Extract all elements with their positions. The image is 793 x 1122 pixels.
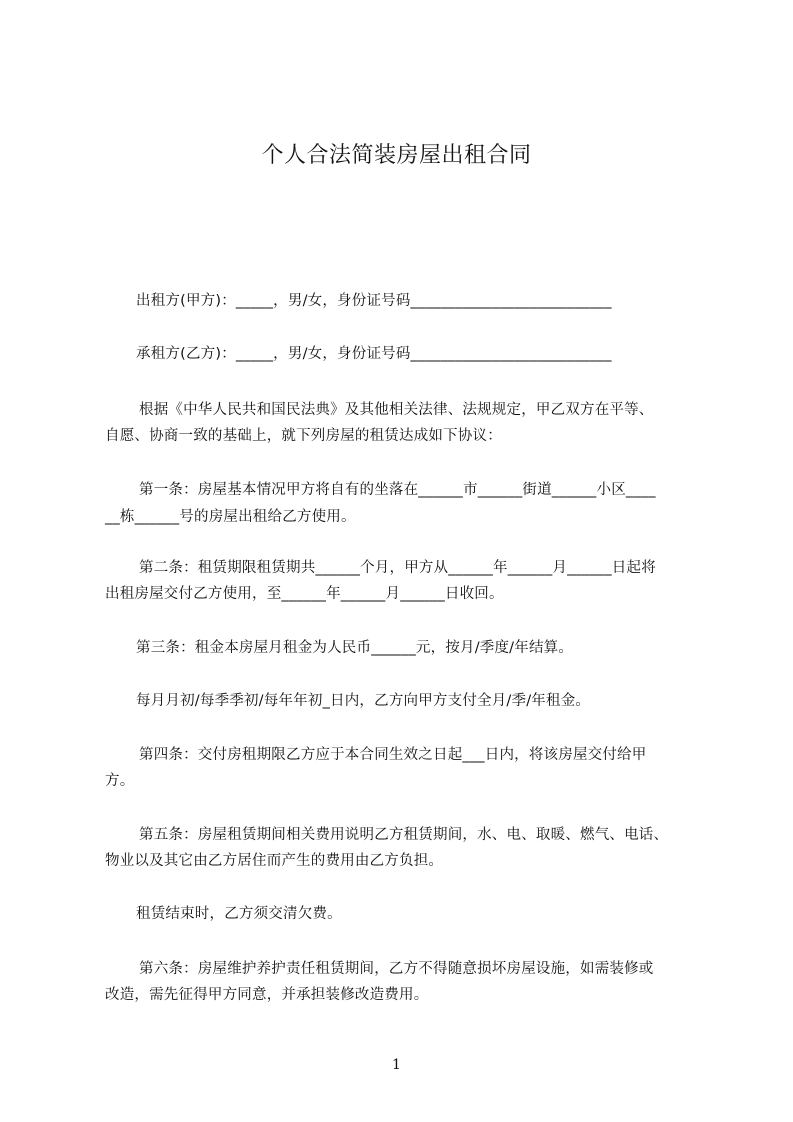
article2-line-1: 第二条：租赁期限租赁期共______个月，甲方从______年______月______日起将	[139, 560, 656, 576]
contract-title: 个人合法简装房屋出租合同	[261, 143, 532, 168]
article2-line-2: 出租房屋交付乙方使用，至______年______月______日收回。	[105, 586, 504, 602]
article6-line-1: 第六条：房屋维护养护责任租赁期间，乙方不得随意损坏房屋设施，如需装修或	[139, 961, 654, 977]
page-number: 1	[392, 1057, 401, 1073]
article3-payment-line: 每月月初/每季季初/每年年初_日内，乙方向甲方支付全月/季/年租金。	[136, 693, 591, 709]
article4-line-2: 方。	[105, 773, 135, 789]
article5-line-2: 物业以及其它由乙方居住而产生的费用由乙方负担。	[105, 853, 444, 869]
article6-line-2: 改造，需先征得甲方同意，并承担装修改造费用。	[105, 987, 429, 1003]
lessor-line: 出租方(甲方)：_____，男/女，身份证号码___________________________	[136, 293, 612, 309]
article1-line-1: 第一条：房屋基本情况甲方将自有的坐落在______市______街道______小区____	[139, 482, 656, 498]
article5-line-1: 第五条：房屋租赁期间相关费用说明乙方租赁期间，水、电、取暖、燃气、电话、	[139, 827, 669, 843]
article3-line: 第三条：租金本房屋月租金为人民币______元，按月/季度/年结算。	[136, 640, 574, 656]
article1-line-2: __栋______号的房屋出租给乙方使用。	[105, 509, 356, 525]
lessee-line: 承租方(乙方)：_____，男/女，身份证号码___________________________	[136, 346, 612, 362]
preamble-line-2: 自愿、协商一致的基础上，就下列房屋的租赁达成如下协议：	[105, 428, 502, 444]
preamble-line-1: 根据《中华人民共和国民法典》及其他相关法律、法规规定，甲乙双方在平等、	[139, 402, 654, 418]
article5-end-line: 租赁结束时，乙方须交清欠费。	[136, 906, 342, 922]
article4-line-1: 第四条：交付房租期限乙方应于本合同生效之日起___日内，将该房屋交付给甲	[139, 747, 647, 763]
